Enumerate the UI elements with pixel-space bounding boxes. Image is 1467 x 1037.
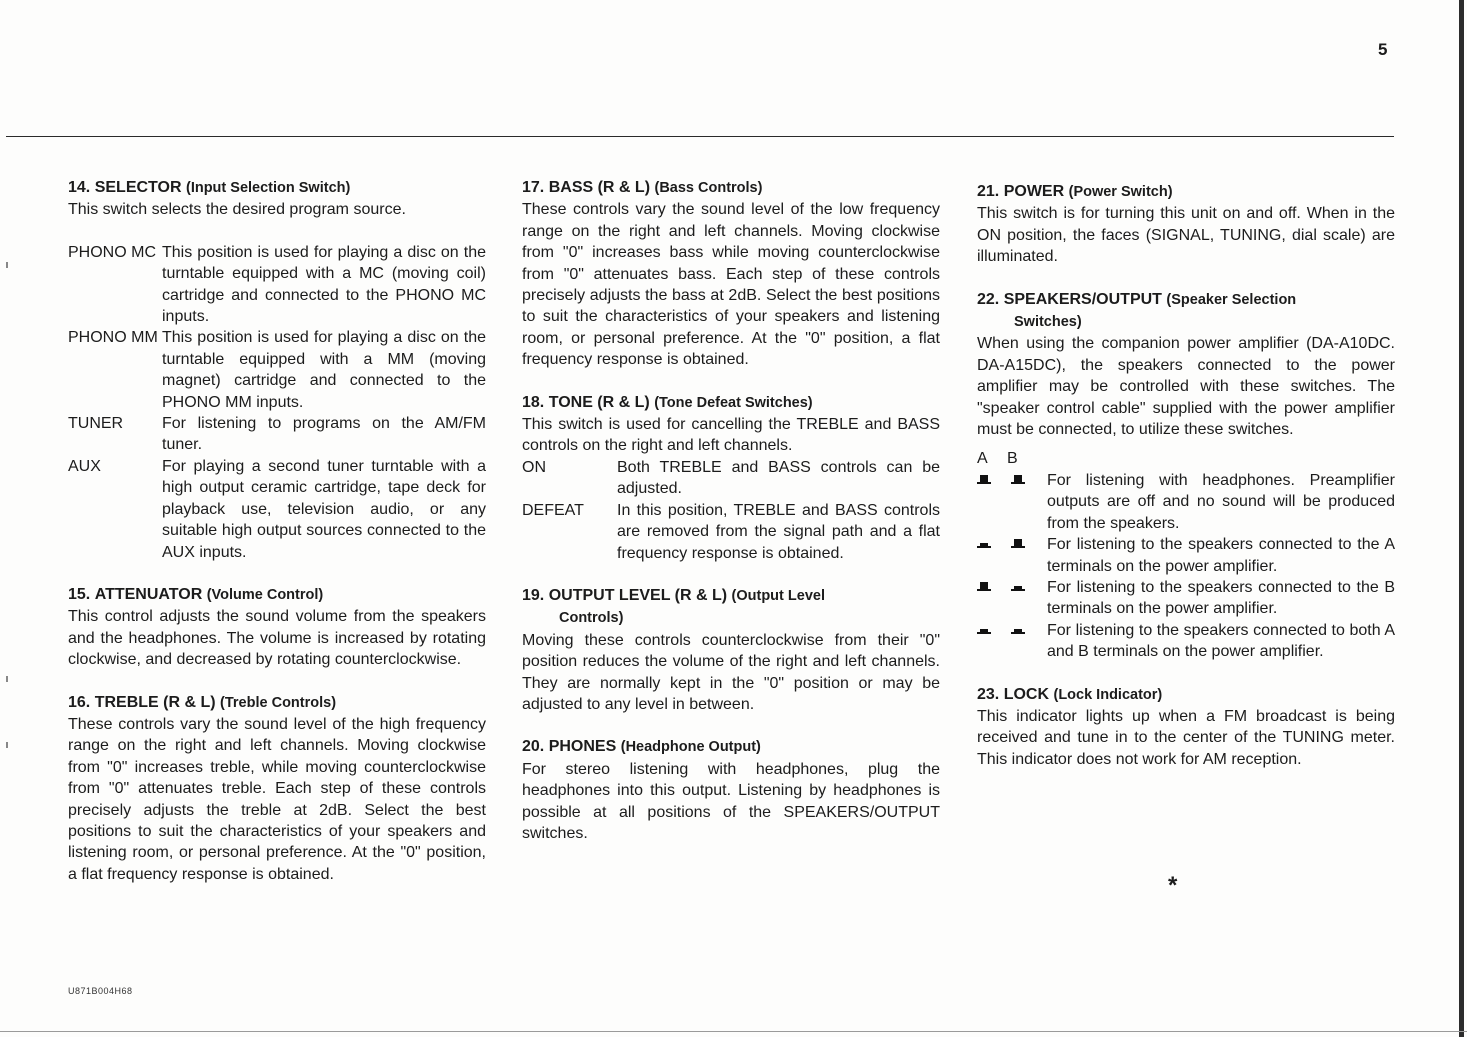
section-desc-cont: Controls): [559, 610, 624, 627]
position-term: TUNER: [68, 415, 124, 433]
column-3: [977, 181, 1395, 770]
section-desc: (Power Switch): [1068, 184, 1173, 200]
switch-a-label: A: [977, 450, 988, 468]
section-number: 23.: [977, 685, 1000, 703]
section-number: 18.: [522, 393, 545, 411]
section-name: SELECTOR: [94, 179, 182, 196]
section-21-title: [977, 181, 1395, 203]
position-desc: For listening to programs on the AM/FM tuner.: [162, 415, 486, 454]
section-21-body: This switch is for turning this unit on and off. When in the ON position, the faces (SIGNAL, TUNING, dial scale) are illuminated.: [977, 205, 1395, 266]
section-19-body: Moving these controls counterclockwise from their "0" position reduces the volume of the right and left channels. They are normally kept in the "0" position or may be adjusted to any level in between.: [522, 631, 940, 713]
switch-combo-row: [977, 577, 1395, 620]
switch-combo-row: [977, 620, 1395, 663]
section-name: PHONES: [548, 738, 617, 756]
list-item: [522, 457, 940, 500]
section-name: TONE (R & L): [548, 393, 650, 411]
end-mark: *: [1168, 872, 1178, 899]
section-22-body: When using the companion power amplifier (DA-A10DC. DA-A15DC), the speakers connected to the power amplifier may be controlled with these switches. The "speaker control cable" supplied with the power amplifier must be connected, to utilize these switches.: [977, 335, 1395, 439]
list-item: [68, 456, 486, 563]
section-21: [977, 181, 1395, 268]
section-number: 21.: [977, 183, 1000, 200]
section-20-body: For stereo listening with headphones, plug the headphones into this output. Listening by headphones is possible at all positions of the SPEAKERS/OUTPUT switches.: [522, 760, 940, 842]
column-1: [68, 177, 486, 885]
section-desc: (Headphone Output): [620, 739, 761, 756]
position-desc: For playing a second tuner turntable with a high output ceramic cartridge, tape deck for playback use, television audio, or any suitable high output sources connected to the AUX inputs.: [162, 457, 486, 561]
switch-combo-row: [977, 534, 1395, 577]
section-23-body: This indicator lights up when a FM broadcast is being received and tune in to the center of the TUNING meter. This indicator does not work for AM reception.: [977, 707, 1395, 768]
page-edge: [1459, 0, 1464, 1037]
section-17: [522, 177, 940, 371]
section-desc: (Speaker Selection: [1166, 291, 1297, 308]
section-desc: (Lock Indicator): [1053, 686, 1163, 703]
section-desc: (Tone Defeat Switches): [654, 394, 813, 411]
list-item: [522, 500, 940, 564]
position-term: DEFEAT: [522, 501, 584, 519]
section-17-title: [522, 177, 940, 199]
section-14-body: This switch selects the desired program source.: [68, 201, 406, 219]
top-rule: [6, 136, 1394, 137]
switch-down-icon: [977, 625, 991, 635]
section-name: BASS (R & L): [548, 179, 651, 196]
position-desc: In this position, TREBLE and BASS controls are removed from the signal path and a flat frequency response is obtained.: [617, 501, 940, 562]
section-14: [68, 177, 486, 563]
position-desc: Both TREBLE and BASS controls can be adjusted.: [617, 458, 940, 498]
position-desc: This position is used for playing a disc on the turntable equipped with a MC (moving coil) cartridge and connected to the PHONO MC inputs.: [162, 243, 486, 326]
list-item: [68, 413, 486, 456]
section-22: [977, 289, 1395, 663]
section-15: [68, 584, 486, 671]
section-14-title: [68, 177, 486, 199]
section-name: TREBLE (R & L): [94, 693, 216, 711]
section-18-body: This switch is used for cancelling the TREBLE and BASS controls on the right and left channels.: [522, 416, 940, 455]
bottom-rule: [0, 1031, 1467, 1032]
switch-down-icon: [1011, 625, 1025, 635]
selector-positions: [68, 242, 486, 563]
switch-combo-desc: For listening to the speakers connected to the A terminals on the power amplifier.: [1047, 536, 1395, 575]
position-term: ON: [522, 458, 546, 476]
section-17-body: These controls vary the sound level of the low frequency range on the right and left channels. Moving clockwise from "0" increases bass while moving counterclockwise from "0" attenuates bass. Each step of these controls precisely adjusts the bass at 2dB. Select the best positions to suit the characteristics of your speakers and listening room, or personal preference. At the "0" position, a flat frequency response is obtained.: [522, 201, 940, 369]
section-number: 22.: [977, 290, 1000, 308]
section-19-title: [522, 585, 940, 630]
section-desc-cont: Switches): [1014, 314, 1082, 331]
section-20: [522, 736, 940, 844]
section-name: LOCK: [1003, 685, 1050, 703]
section-name: OUTPUT LEVEL (R & L): [548, 586, 728, 604]
section-number: 14.: [68, 179, 91, 196]
switch-up-icon: [977, 475, 991, 485]
section-desc: (Volume Control): [206, 586, 324, 603]
switch-up-icon: [977, 582, 991, 592]
list-item: [68, 242, 486, 328]
section-16: [68, 692, 486, 886]
section-desc: (Input Selection Switch): [185, 180, 351, 196]
tone-positions: [522, 457, 940, 564]
section-name: POWER: [1003, 183, 1065, 200]
section-name: SPEAKERS/OUTPUT: [1003, 290, 1162, 308]
section-number: 15.: [68, 585, 91, 603]
section-15-title: [68, 584, 486, 606]
switch-down-icon: [1011, 582, 1025, 592]
position-term: PHONO MM: [68, 329, 158, 347]
section-16-title: [68, 692, 486, 714]
section-name: ATTENUATOR: [94, 585, 203, 603]
switch-combo-row: [977, 470, 1395, 534]
column-2: [522, 177, 940, 844]
switch-combo-desc: For listening to the speakers connected to both A and B terminals on the power amplifier.: [1047, 621, 1395, 661]
scan-mark: [6, 262, 8, 268]
switch-combo-desc: For listening with headphones. Preamplifier outputs are off and no sound will be produced from the speakers.: [1047, 471, 1395, 532]
scan-mark: [6, 676, 8, 682]
scan-mark: [6, 742, 8, 748]
switch-column-headers: [977, 448, 1037, 469]
section-number: 17.: [522, 179, 545, 196]
section-desc: (Bass Controls): [654, 180, 763, 196]
section-desc: (Output Level: [731, 587, 825, 604]
section-number: 19.: [522, 586, 545, 604]
switch-b-label: B: [1007, 450, 1018, 468]
section-22-title: [977, 289, 1395, 334]
section-18-title: [522, 392, 940, 414]
document-code: U871B004H68: [68, 986, 133, 996]
list-item: [68, 327, 486, 413]
section-19: [522, 585, 940, 715]
section-15-body: This control adjusts the sound volume from the speakers and the headphones. The volume is increased by rotating clockwise, and decreased by rotating counterclockwise.: [68, 608, 486, 669]
page-number: 5: [1378, 40, 1388, 59]
section-16-body: These controls vary the sound level of the high frequency range on the right and left channels. Moving clockwise from "0" increases treble, while moving counterclockwise from "0" attenuates treble. Each step of these controls precisely adjusts the treble at 2dB. Select the best positions to suit the characteristics of your speakers and listening room, or personal preference. At the "0" position, a flat frequency response is obtained.: [68, 715, 486, 883]
switch-combo-desc: For listening to the speakers connected to the B terminals on the power amplifier.: [1047, 578, 1395, 618]
section-number: 20.: [522, 738, 545, 756]
position-desc: This position is used for playing a disc on the turntable equipped with a MM (moving magnet) cartridge and connected to the PHONO MM inputs.: [162, 329, 486, 411]
section-number: 16.: [68, 693, 91, 711]
switch-down-icon: [977, 539, 991, 549]
section-23: [977, 684, 1395, 771]
section-desc: (Treble Controls): [220, 694, 337, 711]
section-18: [522, 392, 940, 564]
position-term: AUX: [68, 457, 101, 475]
position-term: PHONO MC: [68, 243, 156, 261]
section-23-title: [977, 684, 1395, 706]
switch-up-icon: [1011, 539, 1025, 549]
section-20-title: [522, 736, 940, 758]
switch-up-icon: [1011, 475, 1025, 485]
